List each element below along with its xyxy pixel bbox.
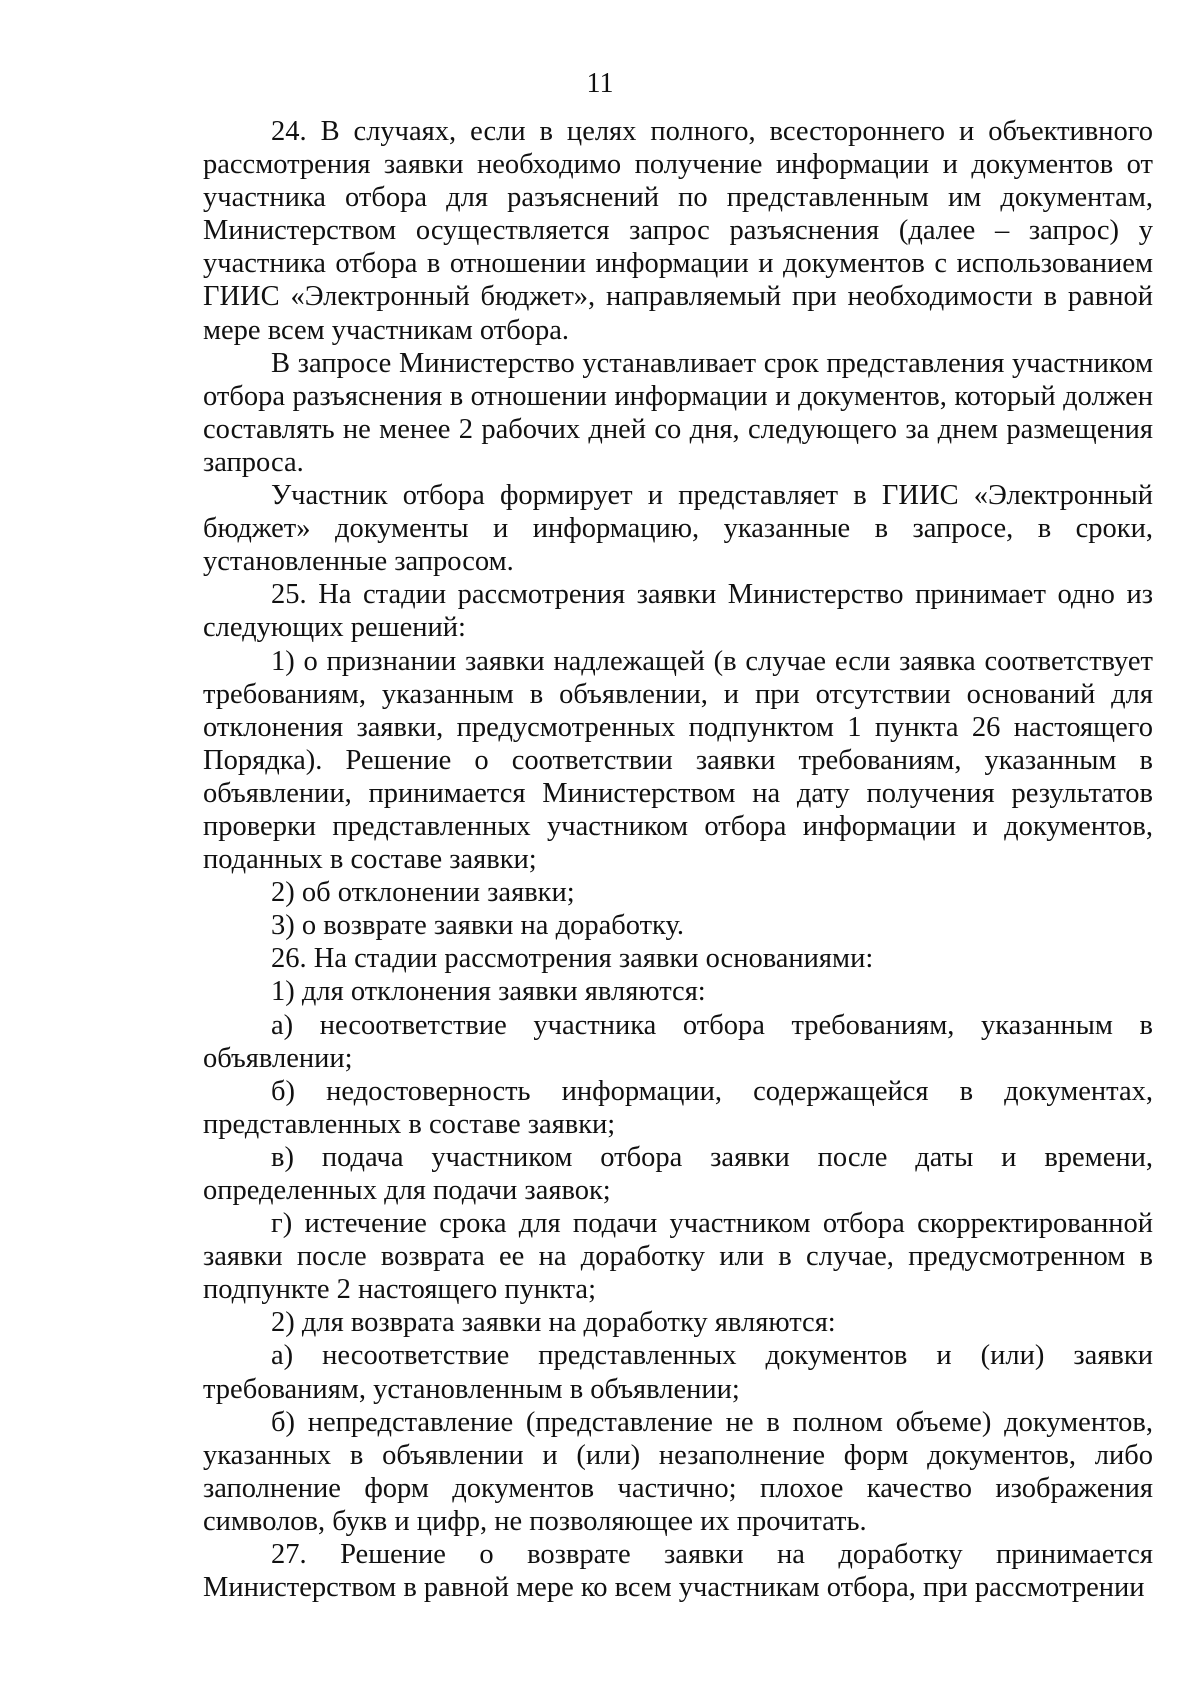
- list-item-25-3: 3) о возврате заявки на доработку.: [271, 910, 685, 942]
- list-item-26-2: 2) для возврата заявки на доработку являются:: [271, 1307, 836, 1339]
- list-item-26-1: 1) для отклонения заявки являются:: [271, 976, 706, 1008]
- paragraph-27: 27. Решение о возврате заявки на доработку принимается Министерством в равной мере ко всем участникам отбора, при рассмотрении: [203, 1539, 1153, 1604]
- document-body: [203, 115, 1153, 1604]
- list-item-26-2-b: б) непредставление (представление не в полном объеме) документов, указанных в объявлении и (или) незаполнение форм документов, либо заполнение форм документов частично; плохое качество изображения символов, букв и цифр, не позволяющее их прочитать.: [203, 1406, 1153, 1537]
- list-item-26-1-g: г) истечение срока для подачи участником отбора скорректированной заявки после возврата ее на доработку или в случае, предусмотренном в подпункте 2 настоящего пункта;: [203, 1208, 1153, 1306]
- list-item-25-1: 1) о признании заявки надлежащей (в случае если заявка соответствует требованиям, указанным в объявлении, и при отсутствии оснований для отклонения заявки, предусмотренных подпунктом 1 пункта 26 настоящего Порядка). Решение о соответствии заявки требованиям, указанным в объявлении, принимается Министерством на дату получения результатов проверки представленных участником отбора информации и документов, поданных в составе заявки;: [203, 645, 1153, 876]
- paragraph-26: 26. На стадии рассмотрения заявки основаниями:: [271, 943, 874, 975]
- list-item-25-2: 2) об отклонении заявки;: [271, 877, 575, 909]
- paragraph-25: 25. На стадии рассмотрения заявки Министерство принимает одно из следующих решений:: [203, 579, 1153, 644]
- list-item-26-1-a: а) несоответствие участника отбора требованиям, указанным в объявлении;: [203, 1009, 1153, 1074]
- page-number: 11: [586, 68, 614, 99]
- list-item-26-1-b: б) недостоверность информации, содержащейся в документах, представленных в составе заявки;: [203, 1075, 1153, 1140]
- paragraph-participant-response: Участник отбора формирует и представляет в ГИИС «Электронный бюджет» документы и информацию, указанные в запросе, в сроки, установленные запросом.: [203, 480, 1153, 578]
- list-item-26-2-a: а) несоответствие представленных документов и (или) заявки требованиям, установленным в объявлении;: [203, 1340, 1153, 1405]
- paragraph-request-deadline: В запросе Министерство устанавливает срок представления участником отбора разъяснения в отношении информации и документов, который должен составлять не менее 2 рабочих дней со дня, следующего за днем размещения запроса.: [203, 347, 1153, 478]
- paragraph-24: 24. В случаях, если в целях полного, всестороннего и объективного рассмотрения заявки необходимо получение информации и документов от участника отбора для разъяснений по представленным им документам, Министерством осуществляется запрос разъяснения (далее – запрос) у участника отбора в отношении информации и документов с использованием ГИИС «Электронный бюджет», направляемый при необходимости в равной мере всем участникам отбора.: [203, 116, 1153, 346]
- list-item-26-1-v: в) подача участником отбора заявки после даты и времени, определенных для подачи заявок;: [203, 1141, 1153, 1206]
